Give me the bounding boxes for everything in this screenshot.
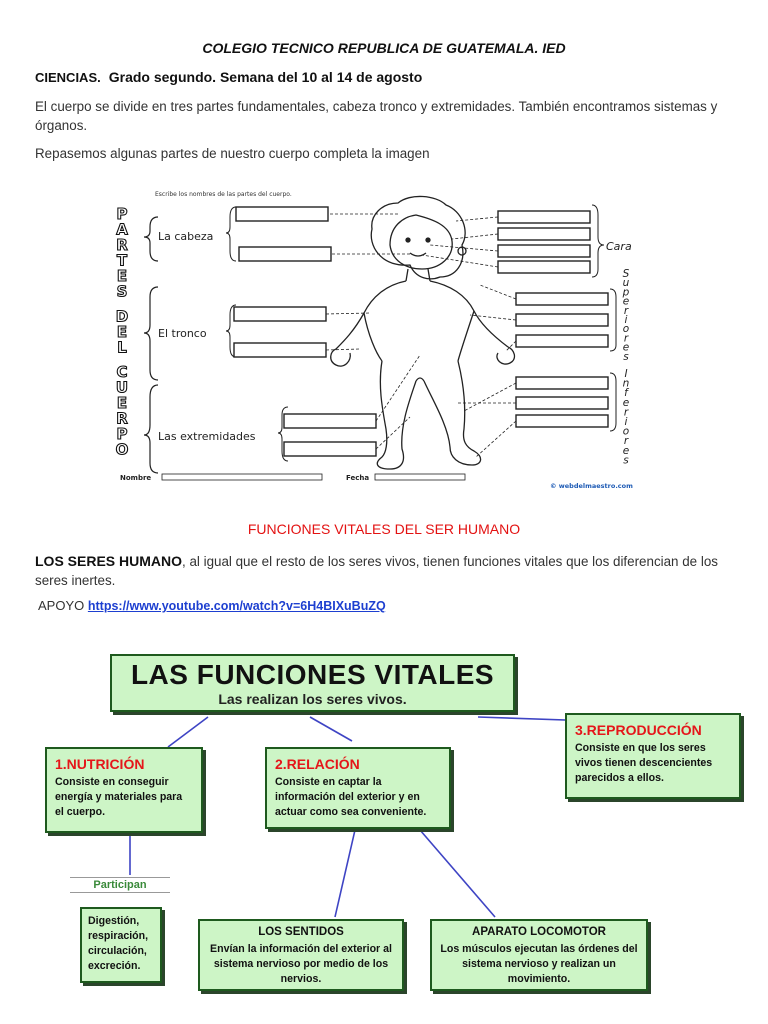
head-brace [144,217,158,261]
intro-paragraph-2: Repasemos algunas partes de nuestro cuerpo completa la imagen [35,146,430,161]
document-title: COLEGIO TECNICO REPUBLICA DE GUATEMALA. IED [202,40,566,56]
vertical-title-letter: O [115,440,129,459]
vertical-title-letter: P [116,425,128,444]
lower-letter: I [624,368,628,380]
name-label: Nombre [120,474,152,482]
lower-letter: n [622,377,630,390]
upper-letter: e [622,341,630,354]
vertical-title-letter: P [116,205,128,223]
section-title: FUNCIONES VITALES DEL SER HUMANO [247,521,521,537]
face-label: Cara [606,240,632,253]
lead-paragraph [35,552,735,590]
vertical-title-letter: D [115,307,129,326]
intro-paragraph-1: El cuerpo se divide en tres partes fundamentales, cabeza tronco y extremidades. También encontramos sistemas y órganos. [35,99,718,133]
upper-letter: r [623,304,629,317]
lower-letter: r [623,406,629,419]
main-subtitle: Las realizan los seres vivos. [218,691,407,707]
head-label: La cabeza [158,230,214,243]
body-parts-worksheet [110,185,650,495]
vertical-title-letter: A [116,220,128,239]
relation-title: 2.RELACIÓN [275,756,360,772]
locomotor-text: Los músculos ejecutan las órdenes del sistema nervioso y realizan un movimiento. [440,943,638,985]
credit-text: © webdelmaestro.com [550,482,633,490]
reproduction-box [565,713,741,799]
trunk-brace [144,287,158,380]
nutrition-box [45,747,203,833]
senses-text: Envían la información del exterior al sistema nervioso por medio de los nervios. [210,943,392,985]
senses-title: LOS SENTIDOS [258,926,344,938]
grade-week: Grado segundo. Semana del 10 al 14 de agosto [108,69,423,85]
reproduction-text: Consiste en que los seres vivos tienen descencientes parecidos a ellos. [575,742,713,784]
relation-text: Consiste en captar la información del exterior y en actuar como sea conveniente. [275,776,427,818]
nutrition-text: Consiste en conseguir energía y materiales para el cuerpo. [55,776,183,818]
lower-letter: s [623,454,629,467]
vertical-title-letter: U [115,378,129,397]
limbs-brace [144,385,158,473]
vertical-title-letter: E [116,267,128,285]
processes-box [80,907,162,983]
participate-label: Participan [70,877,170,893]
senses-box [198,919,404,991]
trunk-label: El tronco [158,327,207,340]
vertical-title-letter: E [116,322,128,341]
main-title-box [110,654,515,712]
lower-letter: i [624,416,628,428]
upper-letter: r [623,332,629,345]
processes-text: Digestión, respiración, circulación, excreción. [88,915,149,972]
lower-letter: o [622,425,630,438]
support-label: APOYO [38,598,85,613]
vertical-title-letter: T [116,251,128,270]
lower-vertical-label [623,368,630,466]
vital-functions-map [40,645,760,1020]
support-line [38,598,386,613]
lead-rest: , al igual que el resto de los seres vivos, tienen funciones vitales que los diferencian de los seres inertes. [35,554,718,588]
nutrition-title: 1.NUTRICIÓN [55,756,145,772]
lower-letter: f [624,387,628,400]
worksheet-instruction: Escribe los nombres de las partes del cuerpo. [155,191,292,198]
upper-letter: s [623,350,629,363]
upper-letter: o [622,323,630,336]
lower-letter: e [622,396,630,409]
relation-box [265,747,451,829]
upper-letter: i [624,314,628,326]
vertical-title [116,205,129,459]
lead-bold: LOS SERES HUMANO [35,553,183,569]
reproduction-title: 3.REPRODUCCIÓN [575,722,702,738]
vertical-title-letter: C [116,363,128,382]
subject-line [35,69,422,85]
vertical-title-letter: R [116,409,128,428]
support-video-link[interactable]: https://www.youtube.com/watch?v=6H4BIXuBuZQ [87,599,386,613]
vertical-title-letter: L [117,338,127,357]
upper-vertical-label [622,268,630,363]
vertical-title-letter: E [116,394,128,413]
date-label: Fecha [346,474,370,482]
locomotor-box [430,919,648,991]
upper-letter: u [622,277,630,290]
lower-letter: e [622,444,630,457]
upper-letter: p [622,286,630,299]
upper-letter: e [622,295,630,308]
subject-label: CIENCIAS. [35,70,101,85]
vertical-title-letter: S [116,282,128,301]
vertical-title-letter: R [116,236,128,254]
lower-letter: r [623,435,629,448]
upper-letter: S [622,268,630,280]
locomotor-title: APARATO LOCOMOTOR [472,926,606,938]
limbs-label: Las extremidades [158,430,256,443]
main-title: LAS FUNCIONES VITALES [130,659,495,690]
